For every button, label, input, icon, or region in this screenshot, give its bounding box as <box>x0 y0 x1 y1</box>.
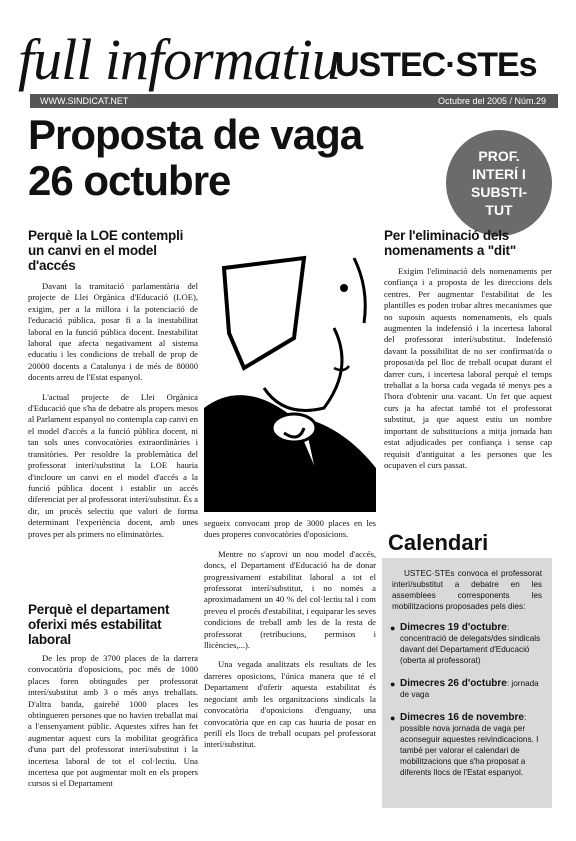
headline-line-2: 26 octubre <box>28 157 231 204</box>
calendar-date: Dimecres 16 de novembre <box>400 712 524 723</box>
calendar-list <box>382 622 552 778</box>
paragraph: Una vegada analitzats els resultats de les darreres oposicions, l'única manera que té el Departament d'oferir aquesta estabilitat és negociant amb les organitzacions sindicals la convocatòria d'oposicions d'enguany, una convocatòria que en cap cas hauria de posar en perill els llocs de treball ocupats pel professorat interí/substitut. <box>204 659 376 750</box>
paragraph: Mentre no s'aprovi un nou model d'accés, doncs, el Departament d'Educació ha de donar progressivament estabilitat laboral a tot el professorat interí/substitut, i no només a aproximadament un 40 % del col·lectiu tal i com preveu el procés d'estabilitat, i equiparar les seves condicions de treball amb les de la resta de professorat (retribucions, permisos i llicències,...). <box>204 548 376 651</box>
calendar-item <box>390 678 544 700</box>
section-title: Per l'eliminació dels nomenaments a "dit" <box>384 228 517 258</box>
masthead-bar <box>30 94 558 108</box>
calendar-text: : concentració de delegats/des sindicals davant del Departament d'Educació (oberta al professorat) <box>400 623 541 665</box>
section-estabilitat <box>28 602 198 790</box>
calendar-title: Calendari <box>388 530 489 555</box>
paragraph: De les prop de 3700 places de la darrera convocatòria d'oposicions, poc més de 1000 places foren obtingudes per professorat interí/substitut amb 3 o més anys treballats. D'altra banda, gairebé 1000 places les obtingueren persones que no havien treballat mai a l'ensenyament públic. Aquestes xifres han fet augmentar aquest curs la mobilitat geogràfica d'una part del professorat interí/substitut i la incertesa laboral de tot el col·lectiu. Una incertesa que pot augmentar molt en els propers cursos si el Departament <box>28 653 198 789</box>
section-title: Perquè el departament oferixi més estabilitat laboral <box>28 602 170 647</box>
calendar-date: Dimecres 26 d'octubre <box>400 678 507 689</box>
illustration-thinking-person <box>204 228 376 512</box>
calendar-intro: USTEC·STEs convoca el professorat interí/substitut a debatre en les assemblees corresponents les mobilitzacions proposades pels dies: <box>392 569 542 611</box>
headline-line-1: Proposta de vaga <box>28 111 363 158</box>
calendar-item <box>390 712 544 778</box>
calendar-date: Dimecres 19 d'octubre <box>400 622 507 633</box>
paragraph: segueix convocant prop de 3000 places en les dues properes convocatòries d'oposicions. <box>204 518 376 540</box>
section-loe <box>28 228 198 540</box>
issue-date: Octubre del 2005 / Núm.29 <box>437 96 546 106</box>
calendar-text: : jornada de vaga <box>400 679 539 699</box>
website-label: WWW.SINDICAT.NET <box>40 96 129 106</box>
section-title: Perquè la LOE contempli un canvi en el model d'accés <box>28 228 184 273</box>
bullet-icon: ● <box>390 713 396 723</box>
paragraph: Exigim l'eliminació dels nomenaments per confiança i a proposta de les direccions dels centres. Per augmentar l'estabilitat de les plantilles es poden trobar altres mecanismes que no suposin aquests nomenaments, els quals augmenten la indefensió i la incertesa laboral del professorat interí/substitut. Indefensió davant la possibilitat de no ser confirmat/da o proposat/da pel lloc de treball ocupat durant el darrer curs, i incertesa laboral perquè el temps treballat a la borsa cada vegada té menys pes a l'hora d'obtenir una vacant. Un fet que aquest curs ja ha afectat també tot el professorat substitut, ja que aquest estiu un nombre important de substitucions a mitja jornada han estat adjudicades per confiança i sense cap requisit d'antiguitat a les persones que les ocupaven el curs passat. <box>384 266 552 470</box>
section-nomenaments <box>384 228 552 471</box>
bullet-icon: ● <box>390 623 396 633</box>
section-continuation <box>204 518 376 751</box>
paragraph: Davant la tramitació parlamentària del projecte de Llei Orgànica d'Educació (LOE), exigim, per a la millora i la potenciació de l'educació pública, posar fi a la inestabilitat laboral en la funció pública docent. Inestabilitat laboral que afecta negativament al sistema educatiu i les condicions de treball de prop de 20000 docents a Catalunya i de més de 80000 docents arreu de l'Estat espanyol. <box>28 281 198 383</box>
brand-logo: USTEC·STEs <box>335 46 537 84</box>
badge-text: PROF. INTERÍ I SUBSTI- TUT <box>471 148 527 218</box>
masthead-title: full informatiu <box>18 27 340 92</box>
bullet-icon: ● <box>390 679 396 689</box>
calendar-item <box>390 622 544 666</box>
calendar-text: : possible nova jornada de vaga per aconseguir aquestes reivindicacions. I també per valorar el calendari de mobilitzacions que s'ha proposat a diferents llocs de l'Estat espanyol. <box>400 713 539 777</box>
badge-circle <box>446 130 552 236</box>
calendar-box <box>382 558 552 808</box>
paragraph: L'actual projecte de Llei Orgànica d'Educació que s'ha de debatre als propers mesos al Parlament espanyol no contempla cap canvi en el model d'accés a la funció pública docent, ni tan sols unes convocatòries extraordinàries i transitòries. Per resoldre la problemàtica del professorat interí/substitut la LOE hauria d'incloure un canvi en el model d'accés a la funció pública docent i establir un accés diferenciat per al professorat interí/substitut. És a dir, un procés selectiu que valori de forma determinant l'experiència docent, amb unes proves per als primers no eliminatòries. <box>28 391 198 539</box>
headline <box>28 112 362 204</box>
